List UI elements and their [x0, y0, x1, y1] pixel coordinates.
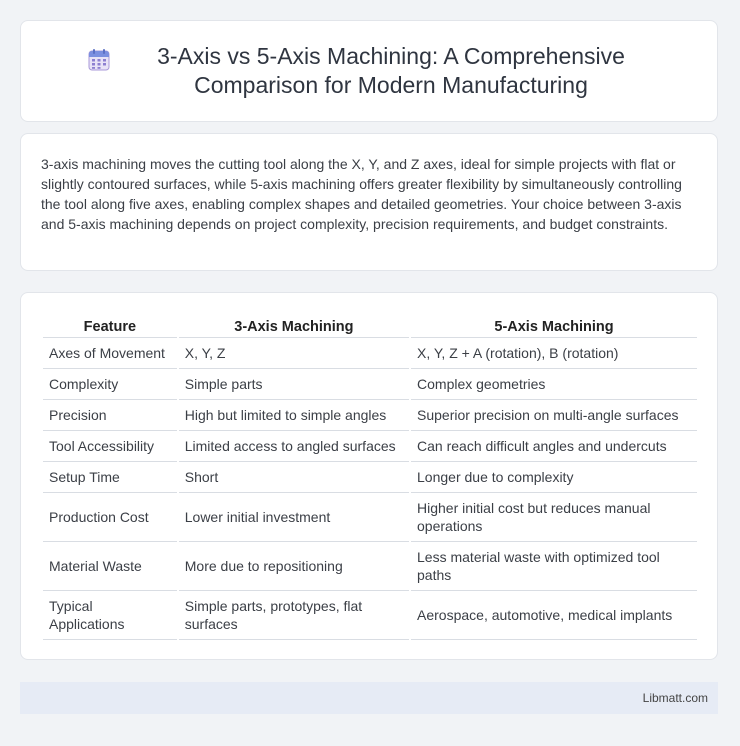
three-axis-cell: High but limited to simple angles — [179, 400, 409, 431]
five-axis-cell: Complex geometries — [411, 369, 697, 400]
three-axis-cell: Simple parts, prototypes, flat surfaces — [179, 591, 409, 640]
feature-cell: Precision — [43, 400, 177, 431]
table-row — [43, 493, 697, 542]
three-axis-cell: Limited access to angled surfaces — [179, 431, 409, 462]
intro-card — [20, 133, 718, 271]
footer — [20, 682, 718, 714]
three-axis-cell: X, Y, Z — [179, 338, 409, 369]
header-5-axis: 5-Axis Machining — [411, 315, 697, 338]
comparison-card — [20, 292, 718, 660]
header-3-axis: 3-Axis Machining — [179, 315, 409, 338]
five-axis-cell: Longer due to complexity — [411, 462, 697, 493]
feature-cell: Typical Applications — [43, 591, 177, 640]
title-card — [20, 20, 718, 122]
five-axis-cell: Less material waste with optimized tool paths — [411, 542, 697, 591]
table-row — [43, 431, 697, 462]
table-row — [43, 400, 697, 431]
intro-paragraph: 3-axis machining moves the cutting tool along the X, Y, and Z axes, ideal for simple projects with flat or slightly contoured surfaces, while 5-axis machining offers greater flexibility by simultaneously controlling the tool along five axes, enabling complex shapes and detailed geometries. Your choice between 3-axis and 5-axis machining depends on project complexity, precision requirements, and budget constraints. — [41, 156, 682, 232]
three-axis-cell: More due to repositioning — [179, 542, 409, 591]
feature-cell: Production Cost — [43, 493, 177, 542]
three-axis-cell: Lower initial investment — [179, 493, 409, 542]
comparison-table — [41, 315, 699, 640]
header-feature: Feature — [43, 315, 177, 338]
footer-brand[interactable]: Libmatt.com — [642, 691, 708, 705]
page-title: 3-Axis vs 5-Axis Machining: A Comprehensive Comparison for Modern Manufacturing — [157, 43, 625, 98]
five-axis-cell: Can reach difficult angles and undercuts — [411, 431, 697, 462]
five-axis-cell: Superior precision on multi-angle surfaces — [411, 400, 697, 431]
feature-cell: Tool Accessibility — [43, 431, 177, 462]
table-row — [43, 591, 697, 640]
table-row — [43, 369, 697, 400]
table-header-row — [43, 315, 697, 338]
five-axis-cell: Aerospace, automotive, medical implants — [411, 591, 697, 640]
five-axis-cell: X, Y, Z + A (rotation), B (rotation) — [411, 338, 697, 369]
five-axis-cell: Higher initial cost but reduces manual operations — [411, 493, 697, 542]
table-row — [43, 542, 697, 591]
table-row — [43, 338, 697, 369]
three-axis-cell: Simple parts — [179, 369, 409, 400]
feature-cell: Axes of Movement — [43, 338, 177, 369]
table-row — [43, 462, 697, 493]
feature-cell: Complexity — [43, 369, 177, 400]
three-axis-cell: Short — [179, 462, 409, 493]
calendar-icon — [87, 48, 111, 72]
feature-cell: Material Waste — [43, 542, 177, 591]
title-wrap — [87, 42, 651, 100]
feature-cell: Setup Time — [43, 462, 177, 493]
